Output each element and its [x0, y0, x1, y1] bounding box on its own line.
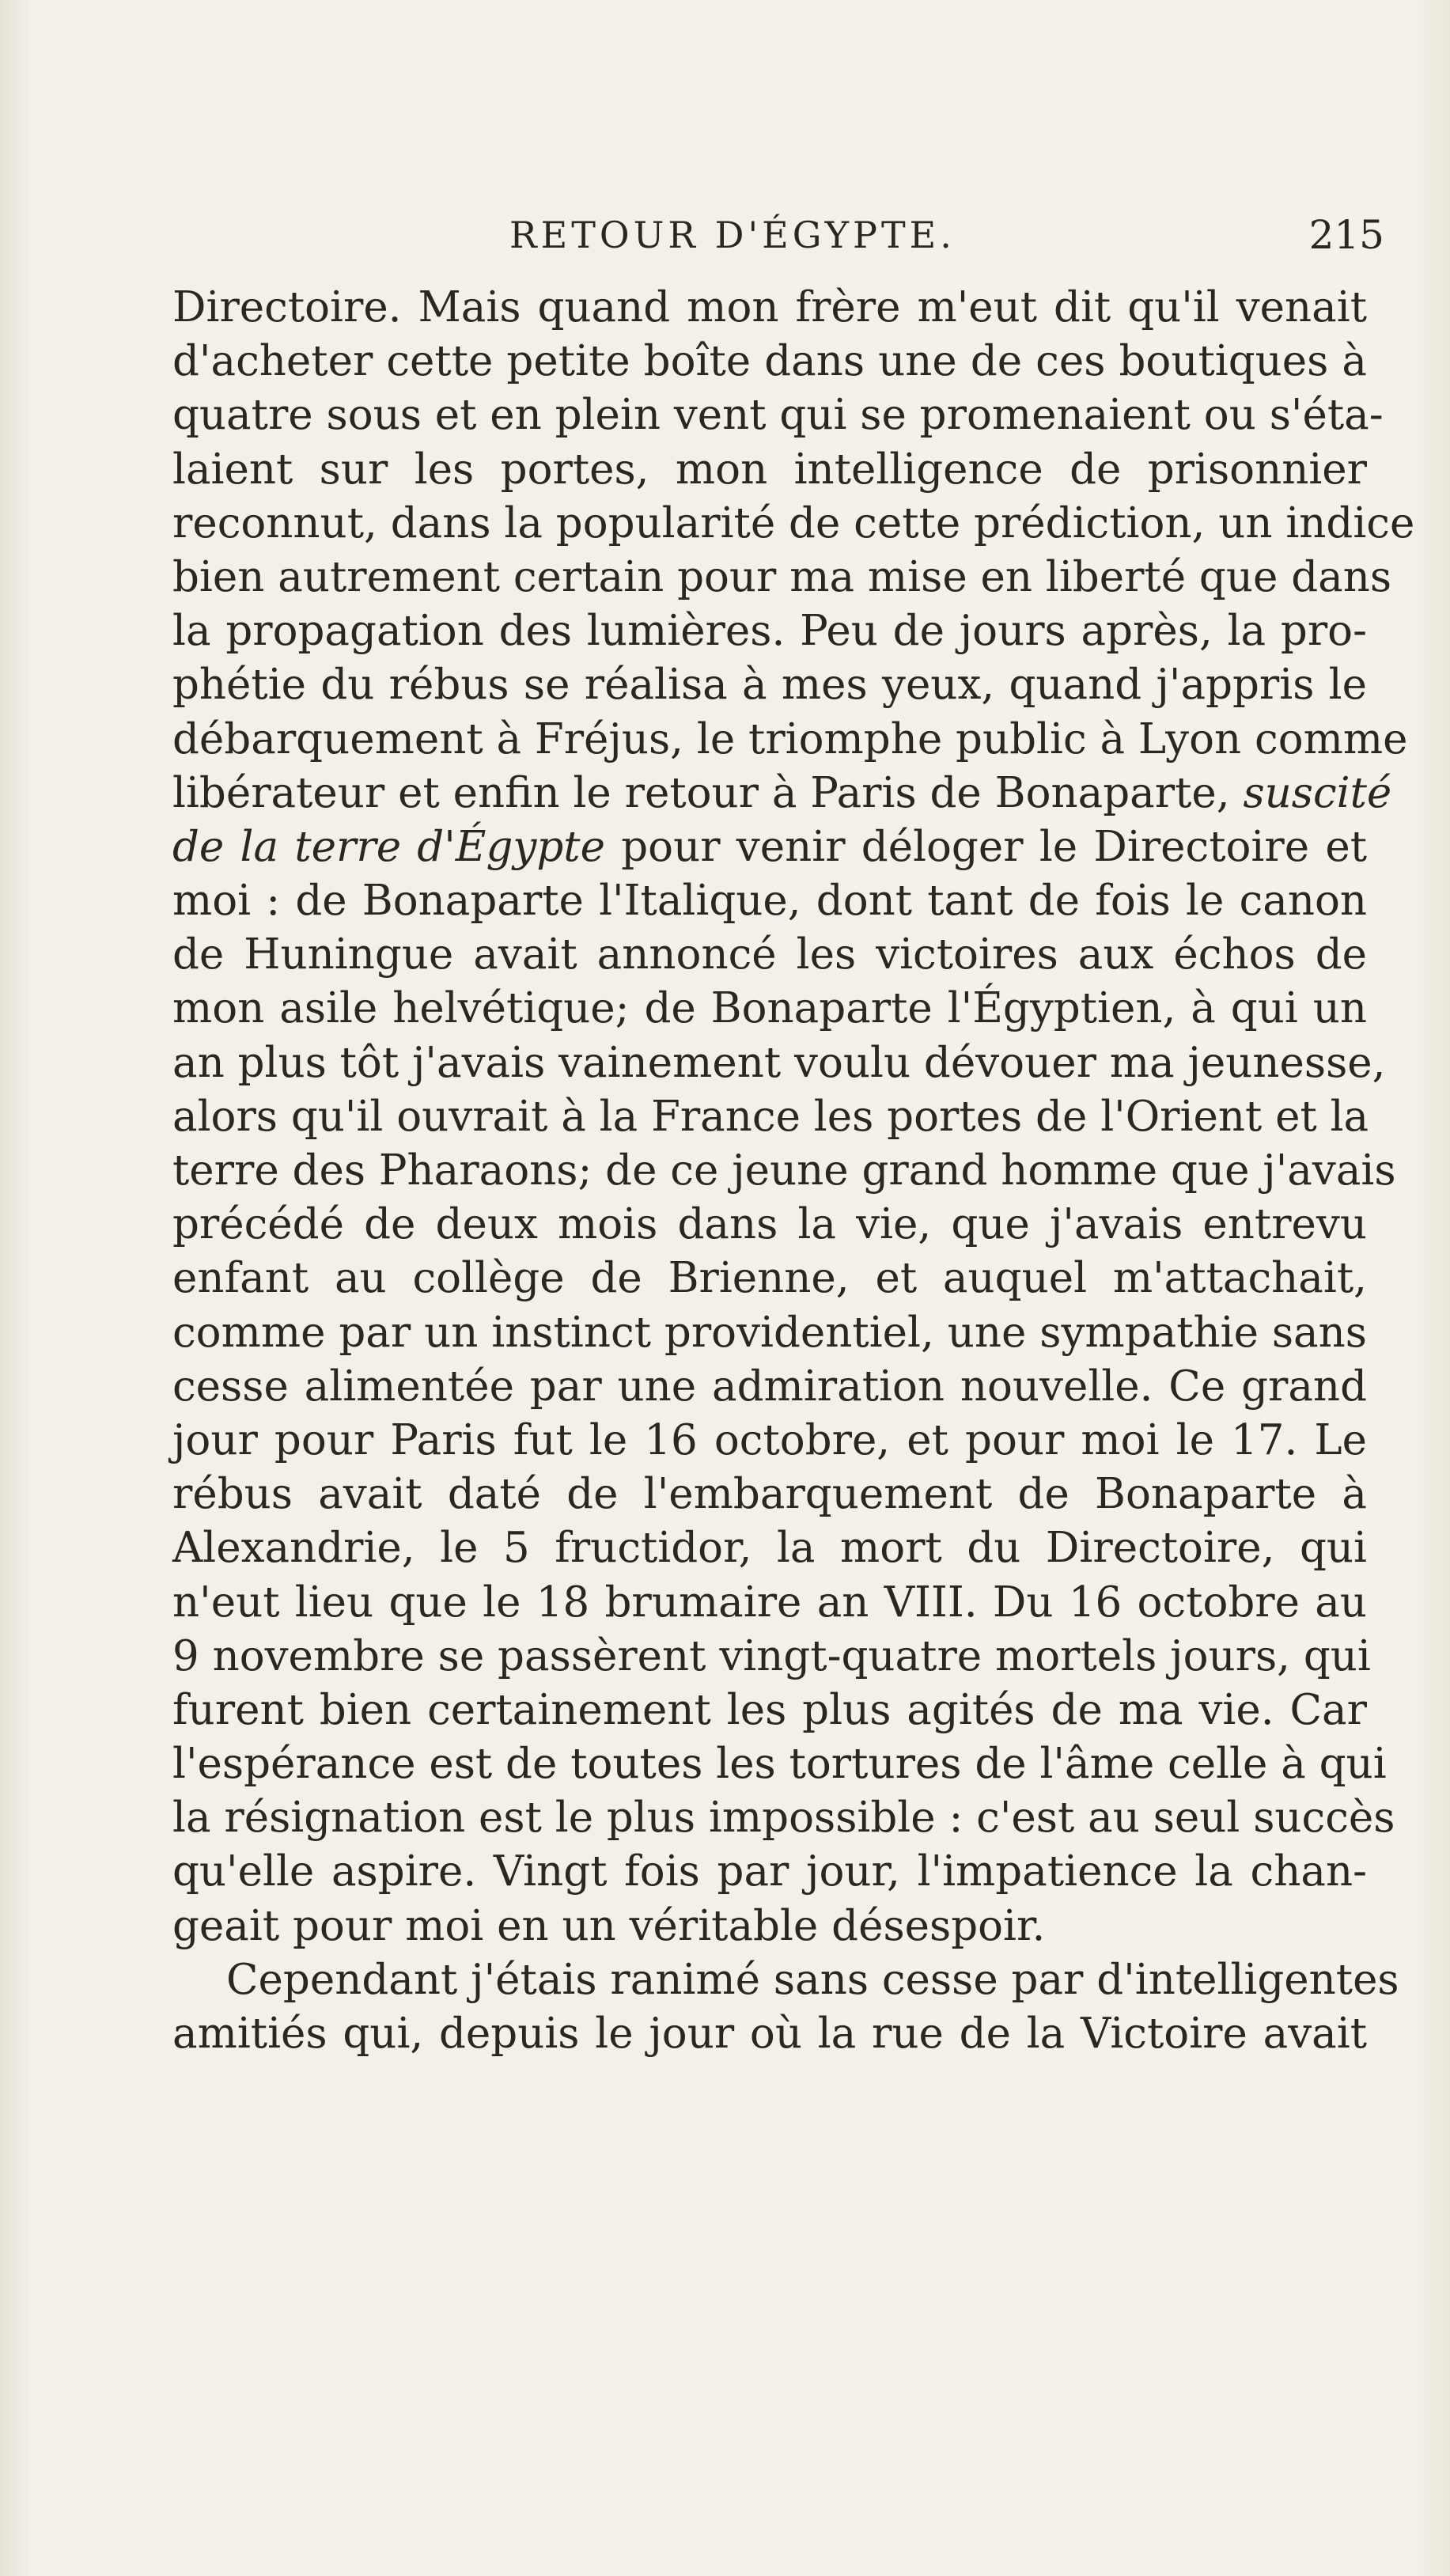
text-line: alors qu'il ouvrait à la France les portes de l'Orient et la [172, 1092, 1369, 1141]
body-text [172, 281, 1415, 2061]
text-line: moi : de Bonaparte l'Italique, dont tant de fois le canon [172, 877, 1367, 926]
page-number: 215 [1308, 212, 1384, 258]
text-line: terre des Pharaons; de ce jeune grand homme que j'avais [172, 1146, 1396, 1195]
text-line: d'acheter cette petite boîte dans une de ces boutiques à [172, 337, 1367, 386]
text-line: enfant au collège de Brienne, et auquel m'attachait, [172, 1254, 1367, 1303]
text-line: qu'elle aspire. Vingt fois par jour, l'impatience la chan- [172, 1847, 1367, 1896]
text-line: mon asile helvétique; de Bonaparte l'Égyptien, à qui un [172, 984, 1367, 1033]
text-line: débarquement à Fréjus, le triomphe public à Lyon comme [172, 714, 1408, 763]
text-line: Directoire. Mais quand mon frère m'eut dit qu'il venait [172, 283, 1367, 331]
text-line-mixed [172, 767, 1392, 820]
running-title: RETOUR D'ÉGYPTE. [509, 214, 956, 256]
text-line: cesse alimentée par une admiration nouvelle. Ce grand [172, 1362, 1367, 1411]
text-segment: pour venir déloger le Directoire et [621, 822, 1367, 871]
text-line: furent bien certainement les plus agités de ma vie. Car [172, 1685, 1367, 1734]
text-line: 9 novembre se passèrent vingt-quatre mortels jours, qui [172, 1631, 1371, 1680]
text-line: rébus avait daté de l'embarquement de Bonaparte à [172, 1470, 1367, 1519]
text-line: laient sur les portes, mon intelligence de prisonnier [172, 445, 1367, 494]
text-line: de Huningue avait annoncé les victoires aux échos de [172, 930, 1367, 979]
paragraph-end-line: geait pour moi en un véritable désespoir. [172, 1901, 1046, 1950]
italic-segment: suscité [1243, 768, 1392, 817]
text-line: la résignation est le plus impossible : c'est au seul succès [172, 1794, 1395, 1843]
text-line-mixed [172, 820, 1367, 874]
running-head [174, 207, 1384, 263]
italic-segment: de la terre d'Égypte [172, 822, 605, 871]
text-line: quatre sous et en plein vent qui se promenaient ou s'éta- [172, 391, 1384, 440]
text-line: bien autrement certain pour ma mise en liberté que dans [172, 552, 1392, 601]
text-line: amitiés qui, depuis le jour où la rue de la Victoire avait [172, 2010, 1367, 2058]
text-line: an plus tôt j'avais vainement voulu dévouer ma jeunesse, [172, 1038, 1386, 1087]
text-line: reconnut, dans la popularité de cette prédiction, un indice [172, 498, 1415, 547]
text-line: phétie du rébus se réalisa à mes yeux, quand j'appris le [172, 661, 1367, 710]
text-line: jour pour Paris fut le 16 octobre, et pour moi le 17. Le [172, 1415, 1367, 1464]
text-line: comme par un instinct providentiel, une sympathie sans [172, 1308, 1367, 1357]
text-line: l'espérance est de toutes les tortures de l'âme celle à qui [172, 1740, 1387, 1789]
text-line: n'eut lieu que le 18 brumaire an VIII. Du 16 octobre au [172, 1578, 1367, 1627]
text-line: Alexandrie, le 5 fructidor, la mort du Directoire, qui [172, 1524, 1367, 1573]
text-segment: libérateur et enfin le retour à Paris de Bonaparte, [172, 768, 1230, 817]
paragraph-start-line: Cependant j'étais ranimé sans cesse par d'intelligentes [226, 1955, 1399, 2004]
text-line: la propagation des lumières. Peu de jours après, la pro- [172, 607, 1367, 656]
text-line: précédé de deux mois dans la vie, que j'avais entrevu [172, 1200, 1367, 1249]
